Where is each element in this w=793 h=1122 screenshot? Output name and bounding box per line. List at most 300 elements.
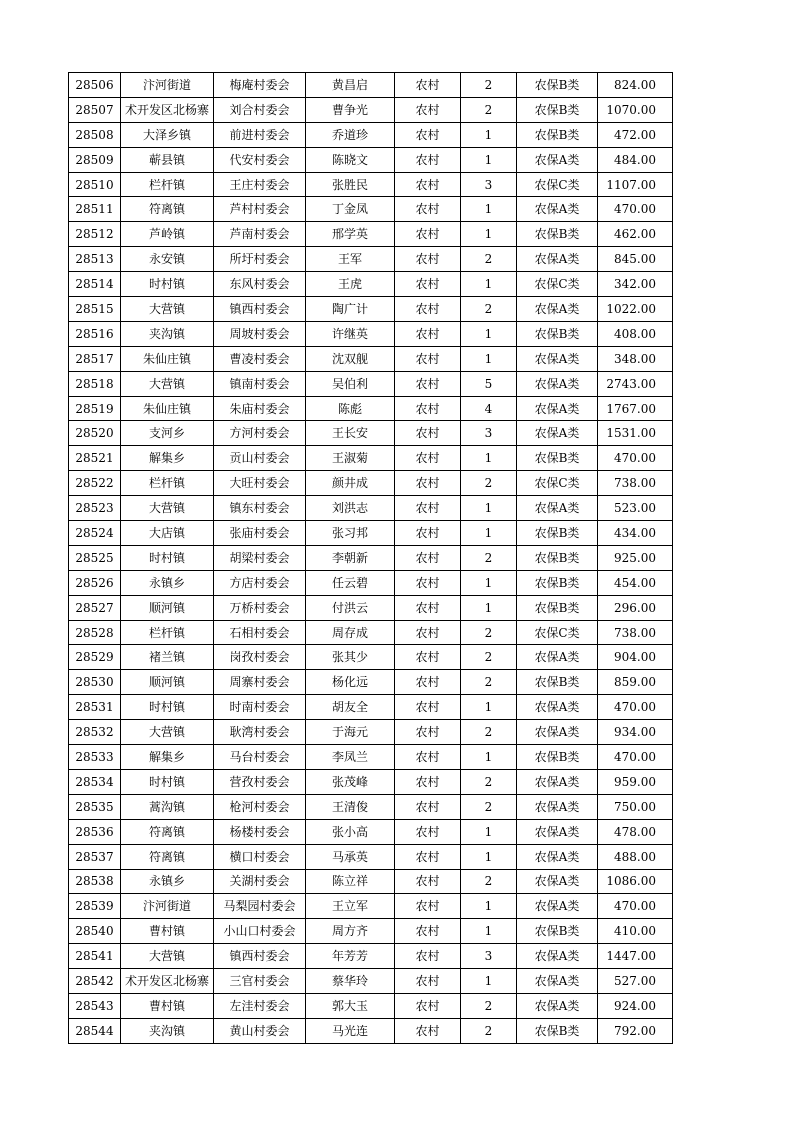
amount-cell: 470.00 bbox=[598, 745, 673, 770]
name-cell: 王立军 bbox=[306, 894, 395, 919]
amount-cell: 488.00 bbox=[598, 844, 673, 869]
household-count-cell: 1 bbox=[461, 695, 517, 720]
insurance-class-cell: 农保A类 bbox=[517, 496, 598, 521]
amount-cell: 738.00 bbox=[598, 471, 673, 496]
area-type-cell: 农村 bbox=[395, 471, 461, 496]
household-count-cell: 2 bbox=[461, 247, 517, 272]
name-cell: 任云碧 bbox=[306, 570, 395, 595]
table-row bbox=[69, 720, 673, 745]
insurance-class-cell: 农保A类 bbox=[517, 819, 598, 844]
insurance-class-cell: 农保A类 bbox=[517, 844, 598, 869]
town-cell: 栏杆镇 bbox=[121, 471, 214, 496]
table-row bbox=[69, 645, 673, 670]
record-id-cell: 28525 bbox=[69, 545, 121, 570]
record-id-cell: 28509 bbox=[69, 147, 121, 172]
village-cell: 左洼村委会 bbox=[214, 993, 306, 1018]
table-row bbox=[69, 272, 673, 297]
town-cell: 栏杆镇 bbox=[121, 172, 214, 197]
household-count-cell: 2 bbox=[461, 97, 517, 122]
household-count-cell: 1 bbox=[461, 969, 517, 994]
insurance-class-cell: 农保A类 bbox=[517, 371, 598, 396]
table-row bbox=[69, 421, 673, 446]
household-count-cell: 1 bbox=[461, 147, 517, 172]
table-row bbox=[69, 247, 673, 272]
insurance-class-cell: 农保A类 bbox=[517, 147, 598, 172]
table-row bbox=[69, 321, 673, 346]
area-type-cell: 农村 bbox=[395, 297, 461, 322]
area-type-cell: 农村 bbox=[395, 595, 461, 620]
area-type-cell: 农村 bbox=[395, 247, 461, 272]
village-cell: 石相村委会 bbox=[214, 620, 306, 645]
insurance-class-cell: 农保A类 bbox=[517, 421, 598, 446]
table-row bbox=[69, 371, 673, 396]
town-cell: 大营镇 bbox=[121, 297, 214, 322]
town-cell: 褚兰镇 bbox=[121, 645, 214, 670]
town-cell: 符离镇 bbox=[121, 844, 214, 869]
household-count-cell: 2 bbox=[461, 670, 517, 695]
household-count-cell: 1 bbox=[461, 272, 517, 297]
table-row bbox=[69, 496, 673, 521]
amount-cell: 2743.00 bbox=[598, 371, 673, 396]
name-cell: 吴伯利 bbox=[306, 371, 395, 396]
amount-cell: 1767.00 bbox=[598, 396, 673, 421]
town-cell: 夹沟镇 bbox=[121, 1018, 214, 1043]
name-cell: 黄昌启 bbox=[306, 73, 395, 98]
table-row bbox=[69, 745, 673, 770]
area-type-cell: 农村 bbox=[395, 745, 461, 770]
town-cell: 永镇乡 bbox=[121, 570, 214, 595]
area-type-cell: 农村 bbox=[395, 570, 461, 595]
table-row bbox=[69, 396, 673, 421]
amount-cell: 1070.00 bbox=[598, 97, 673, 122]
household-count-cell: 1 bbox=[461, 446, 517, 471]
insurance-class-cell: 农保B类 bbox=[517, 1018, 598, 1043]
amount-cell: 1022.00 bbox=[598, 297, 673, 322]
household-count-cell: 1 bbox=[461, 521, 517, 546]
town-cell: 顺河镇 bbox=[121, 595, 214, 620]
town-cell: 汴河街道 bbox=[121, 73, 214, 98]
area-type-cell: 农村 bbox=[395, 645, 461, 670]
table-row bbox=[69, 73, 673, 98]
town-cell: 时村镇 bbox=[121, 769, 214, 794]
amount-cell: 738.00 bbox=[598, 620, 673, 645]
household-count-cell: 1 bbox=[461, 919, 517, 944]
record-id-cell: 28510 bbox=[69, 172, 121, 197]
amount-cell: 470.00 bbox=[598, 894, 673, 919]
village-cell: 万桥村委会 bbox=[214, 595, 306, 620]
town-cell: 解集乡 bbox=[121, 745, 214, 770]
record-id-cell: 28516 bbox=[69, 321, 121, 346]
name-cell: 胡友全 bbox=[306, 695, 395, 720]
table-row bbox=[69, 471, 673, 496]
village-cell: 镇西村委会 bbox=[214, 944, 306, 969]
insurance-class-cell: 农保A类 bbox=[517, 197, 598, 222]
name-cell: 乔道珍 bbox=[306, 122, 395, 147]
name-cell: 年芳芳 bbox=[306, 944, 395, 969]
amount-cell: 470.00 bbox=[598, 695, 673, 720]
town-cell: 支河乡 bbox=[121, 421, 214, 446]
name-cell: 颜井成 bbox=[306, 471, 395, 496]
insurance-class-cell: 农保B类 bbox=[517, 670, 598, 695]
name-cell: 付洪云 bbox=[306, 595, 395, 620]
record-id-cell: 28523 bbox=[69, 496, 121, 521]
insurance-class-cell: 农保B类 bbox=[517, 919, 598, 944]
village-cell: 刘合村委会 bbox=[214, 97, 306, 122]
area-type-cell: 农村 bbox=[395, 496, 461, 521]
record-id-cell: 28538 bbox=[69, 869, 121, 894]
insurance-class-cell: 农保A类 bbox=[517, 645, 598, 670]
record-id-cell: 28539 bbox=[69, 894, 121, 919]
area-type-cell: 农村 bbox=[395, 819, 461, 844]
table-row bbox=[69, 346, 673, 371]
amount-cell: 296.00 bbox=[598, 595, 673, 620]
town-cell: 夹沟镇 bbox=[121, 321, 214, 346]
record-id-cell: 28540 bbox=[69, 919, 121, 944]
village-cell: 代安村委会 bbox=[214, 147, 306, 172]
record-id-cell: 28514 bbox=[69, 272, 121, 297]
area-type-cell: 农村 bbox=[395, 670, 461, 695]
insurance-class-cell: 农保B类 bbox=[517, 222, 598, 247]
village-cell: 关湖村委会 bbox=[214, 869, 306, 894]
table-row bbox=[69, 97, 673, 122]
name-cell: 李凤兰 bbox=[306, 745, 395, 770]
village-cell: 方店村委会 bbox=[214, 570, 306, 595]
area-type-cell: 农村 bbox=[395, 720, 461, 745]
table-row bbox=[69, 819, 673, 844]
village-cell: 岗孜村委会 bbox=[214, 645, 306, 670]
record-id-cell: 28543 bbox=[69, 993, 121, 1018]
insurance-class-cell: 农保B类 bbox=[517, 521, 598, 546]
area-type-cell: 农村 bbox=[395, 545, 461, 570]
village-cell: 黄山村委会 bbox=[214, 1018, 306, 1043]
record-id-cell: 28532 bbox=[69, 720, 121, 745]
record-id-cell: 28520 bbox=[69, 421, 121, 446]
town-cell: 芦岭镇 bbox=[121, 222, 214, 247]
table-row bbox=[69, 769, 673, 794]
household-count-cell: 1 bbox=[461, 844, 517, 869]
name-cell: 陈晓文 bbox=[306, 147, 395, 172]
village-cell: 曹凌村委会 bbox=[214, 346, 306, 371]
amount-cell: 408.00 bbox=[598, 321, 673, 346]
area-type-cell: 农村 bbox=[395, 371, 461, 396]
household-count-cell: 2 bbox=[461, 73, 517, 98]
insurance-class-cell: 农保C类 bbox=[517, 471, 598, 496]
household-count-cell: 5 bbox=[461, 371, 517, 396]
area-type-cell: 农村 bbox=[395, 321, 461, 346]
village-cell: 三官村委会 bbox=[214, 969, 306, 994]
insurance-class-cell: 农保C类 bbox=[517, 172, 598, 197]
town-cell: 大泽乡镇 bbox=[121, 122, 214, 147]
area-type-cell: 农村 bbox=[395, 97, 461, 122]
village-cell: 周寨村委会 bbox=[214, 670, 306, 695]
area-type-cell: 农村 bbox=[395, 620, 461, 645]
table-row bbox=[69, 297, 673, 322]
record-id-cell: 28541 bbox=[69, 944, 121, 969]
town-cell: 朱仙庄镇 bbox=[121, 396, 214, 421]
town-cell: 时村镇 bbox=[121, 695, 214, 720]
area-type-cell: 农村 bbox=[395, 919, 461, 944]
record-id-cell: 28507 bbox=[69, 97, 121, 122]
table-row bbox=[69, 1018, 673, 1043]
household-count-cell: 2 bbox=[461, 769, 517, 794]
household-count-cell: 1 bbox=[461, 894, 517, 919]
amount-cell: 1107.00 bbox=[598, 172, 673, 197]
record-id-cell: 28508 bbox=[69, 122, 121, 147]
insurance-class-cell: 农保A类 bbox=[517, 894, 598, 919]
amount-cell: 478.00 bbox=[598, 819, 673, 844]
town-cell: 曹村镇 bbox=[121, 993, 214, 1018]
name-cell: 马光连 bbox=[306, 1018, 395, 1043]
area-type-cell: 农村 bbox=[395, 521, 461, 546]
table-row bbox=[69, 919, 673, 944]
household-count-cell: 1 bbox=[461, 745, 517, 770]
village-cell: 马梨园村委会 bbox=[214, 894, 306, 919]
name-cell: 陶广计 bbox=[306, 297, 395, 322]
record-id-cell: 28521 bbox=[69, 446, 121, 471]
name-cell: 王清俊 bbox=[306, 794, 395, 819]
area-type-cell: 农村 bbox=[395, 446, 461, 471]
village-cell: 方河村委会 bbox=[214, 421, 306, 446]
area-type-cell: 农村 bbox=[395, 993, 461, 1018]
amount-cell: 470.00 bbox=[598, 197, 673, 222]
record-id-cell: 28542 bbox=[69, 969, 121, 994]
name-cell: 张胜民 bbox=[306, 172, 395, 197]
insurance-class-cell: 农保B类 bbox=[517, 745, 598, 770]
name-cell: 于海元 bbox=[306, 720, 395, 745]
table-row bbox=[69, 122, 673, 147]
area-type-cell: 农村 bbox=[395, 147, 461, 172]
table-row bbox=[69, 147, 673, 172]
town-cell: 符离镇 bbox=[121, 197, 214, 222]
amount-cell: 484.00 bbox=[598, 147, 673, 172]
name-cell: 邢学英 bbox=[306, 222, 395, 247]
area-type-cell: 农村 bbox=[395, 197, 461, 222]
area-type-cell: 农村 bbox=[395, 396, 461, 421]
amount-cell: 462.00 bbox=[598, 222, 673, 247]
record-id-cell: 28531 bbox=[69, 695, 121, 720]
name-cell: 丁金凤 bbox=[306, 197, 395, 222]
record-id-cell: 28517 bbox=[69, 346, 121, 371]
name-cell: 李朝新 bbox=[306, 545, 395, 570]
area-type-cell: 农村 bbox=[395, 969, 461, 994]
insurance-class-cell: 农保A类 bbox=[517, 346, 598, 371]
name-cell: 杨化远 bbox=[306, 670, 395, 695]
amount-cell: 454.00 bbox=[598, 570, 673, 595]
village-cell: 大旺村委会 bbox=[214, 471, 306, 496]
village-cell: 王庄村委会 bbox=[214, 172, 306, 197]
amount-cell: 859.00 bbox=[598, 670, 673, 695]
household-count-cell: 3 bbox=[461, 421, 517, 446]
amount-cell: 792.00 bbox=[598, 1018, 673, 1043]
amount-cell: 925.00 bbox=[598, 545, 673, 570]
record-id-cell: 28534 bbox=[69, 769, 121, 794]
town-cell: 大营镇 bbox=[121, 720, 214, 745]
village-cell: 胡梁村委会 bbox=[214, 545, 306, 570]
village-cell: 芦南村委会 bbox=[214, 222, 306, 247]
area-type-cell: 农村 bbox=[395, 172, 461, 197]
village-cell: 所圩村委会 bbox=[214, 247, 306, 272]
household-count-cell: 2 bbox=[461, 297, 517, 322]
village-cell: 梅庵村委会 bbox=[214, 73, 306, 98]
name-cell: 许继英 bbox=[306, 321, 395, 346]
amount-cell: 470.00 bbox=[598, 446, 673, 471]
record-id-cell: 28519 bbox=[69, 396, 121, 421]
insurance-class-cell: 农保A类 bbox=[517, 720, 598, 745]
record-id-cell: 28526 bbox=[69, 570, 121, 595]
insurance-class-cell: 农保C类 bbox=[517, 272, 598, 297]
name-cell: 陈立祥 bbox=[306, 869, 395, 894]
village-cell: 时南村委会 bbox=[214, 695, 306, 720]
record-table bbox=[68, 72, 673, 1044]
household-count-cell: 2 bbox=[461, 471, 517, 496]
record-id-cell: 28537 bbox=[69, 844, 121, 869]
household-count-cell: 2 bbox=[461, 794, 517, 819]
insurance-class-cell: 农保B类 bbox=[517, 97, 598, 122]
village-cell: 枪河村委会 bbox=[214, 794, 306, 819]
area-type-cell: 农村 bbox=[395, 222, 461, 247]
town-cell: 时村镇 bbox=[121, 272, 214, 297]
town-cell: 蕲县镇 bbox=[121, 147, 214, 172]
name-cell: 王虎 bbox=[306, 272, 395, 297]
village-cell: 小山口村委会 bbox=[214, 919, 306, 944]
town-cell: 术开发区北杨寨 bbox=[121, 969, 214, 994]
insurance-class-cell: 农保B类 bbox=[517, 595, 598, 620]
household-count-cell: 1 bbox=[461, 321, 517, 346]
household-count-cell: 2 bbox=[461, 645, 517, 670]
table-row bbox=[69, 670, 673, 695]
area-type-cell: 农村 bbox=[395, 346, 461, 371]
town-cell: 汴河街道 bbox=[121, 894, 214, 919]
household-count-cell: 1 bbox=[461, 595, 517, 620]
town-cell: 时村镇 bbox=[121, 545, 214, 570]
record-id-cell: 28530 bbox=[69, 670, 121, 695]
village-cell: 前进村委会 bbox=[214, 122, 306, 147]
insurance-class-cell: 农保A类 bbox=[517, 944, 598, 969]
area-type-cell: 农村 bbox=[395, 944, 461, 969]
village-cell: 杨楼村委会 bbox=[214, 819, 306, 844]
record-id-cell: 28518 bbox=[69, 371, 121, 396]
record-id-cell: 28513 bbox=[69, 247, 121, 272]
record-id-cell: 28511 bbox=[69, 197, 121, 222]
amount-cell: 750.00 bbox=[598, 794, 673, 819]
name-cell: 沈双舰 bbox=[306, 346, 395, 371]
town-cell: 大营镇 bbox=[121, 944, 214, 969]
town-cell: 蒿沟镇 bbox=[121, 794, 214, 819]
record-id-cell: 28524 bbox=[69, 521, 121, 546]
amount-cell: 410.00 bbox=[598, 919, 673, 944]
village-cell: 张庙村委会 bbox=[214, 521, 306, 546]
amount-cell: 934.00 bbox=[598, 720, 673, 745]
table-row bbox=[69, 595, 673, 620]
insurance-class-cell: 农保B类 bbox=[517, 545, 598, 570]
insurance-class-cell: 农保A类 bbox=[517, 969, 598, 994]
insurance-class-cell: 农保B类 bbox=[517, 122, 598, 147]
insurance-class-cell: 农保B类 bbox=[517, 73, 598, 98]
name-cell: 王淑菊 bbox=[306, 446, 395, 471]
name-cell: 马承英 bbox=[306, 844, 395, 869]
record-id-cell: 28512 bbox=[69, 222, 121, 247]
village-cell: 贡山村委会 bbox=[214, 446, 306, 471]
insurance-class-cell: 农保A类 bbox=[517, 769, 598, 794]
village-cell: 镇西村委会 bbox=[214, 297, 306, 322]
household-count-cell: 1 bbox=[461, 346, 517, 371]
village-cell: 镇东村委会 bbox=[214, 496, 306, 521]
area-type-cell: 农村 bbox=[395, 794, 461, 819]
household-count-cell: 2 bbox=[461, 1018, 517, 1043]
household-count-cell: 1 bbox=[461, 122, 517, 147]
town-cell: 永镇乡 bbox=[121, 869, 214, 894]
town-cell: 术开发区北杨寨 bbox=[121, 97, 214, 122]
insurance-class-cell: 农保B类 bbox=[517, 570, 598, 595]
table-row bbox=[69, 894, 673, 919]
area-type-cell: 农村 bbox=[395, 1018, 461, 1043]
household-count-cell: 2 bbox=[461, 545, 517, 570]
record-id-cell: 28544 bbox=[69, 1018, 121, 1043]
amount-cell: 523.00 bbox=[598, 496, 673, 521]
amount-cell: 434.00 bbox=[598, 521, 673, 546]
household-count-cell: 2 bbox=[461, 993, 517, 1018]
insurance-class-cell: 农保B类 bbox=[517, 446, 598, 471]
name-cell: 张其少 bbox=[306, 645, 395, 670]
amount-cell: 924.00 bbox=[598, 993, 673, 1018]
name-cell: 周存成 bbox=[306, 620, 395, 645]
record-id-cell: 28515 bbox=[69, 297, 121, 322]
household-count-cell: 2 bbox=[461, 720, 517, 745]
town-cell: 大营镇 bbox=[121, 496, 214, 521]
household-count-cell: 3 bbox=[461, 172, 517, 197]
insurance-class-cell: 农保A类 bbox=[517, 695, 598, 720]
name-cell: 陈彪 bbox=[306, 396, 395, 421]
amount-cell: 959.00 bbox=[598, 769, 673, 794]
amount-cell: 1447.00 bbox=[598, 944, 673, 969]
amount-cell: 348.00 bbox=[598, 346, 673, 371]
town-cell: 大店镇 bbox=[121, 521, 214, 546]
table-row bbox=[69, 969, 673, 994]
table-row bbox=[69, 446, 673, 471]
household-count-cell: 1 bbox=[461, 222, 517, 247]
area-type-cell: 农村 bbox=[395, 421, 461, 446]
household-count-cell: 2 bbox=[461, 620, 517, 645]
village-cell: 朱庙村委会 bbox=[214, 396, 306, 421]
town-cell: 朱仙庄镇 bbox=[121, 346, 214, 371]
insurance-class-cell: 农保A类 bbox=[517, 993, 598, 1018]
household-count-cell: 3 bbox=[461, 944, 517, 969]
area-type-cell: 农村 bbox=[395, 894, 461, 919]
name-cell: 刘洪志 bbox=[306, 496, 395, 521]
name-cell: 张习邦 bbox=[306, 521, 395, 546]
amount-cell: 824.00 bbox=[598, 73, 673, 98]
area-type-cell: 农村 bbox=[395, 272, 461, 297]
name-cell: 周方齐 bbox=[306, 919, 395, 944]
town-cell: 永安镇 bbox=[121, 247, 214, 272]
table-row bbox=[69, 172, 673, 197]
town-cell: 大营镇 bbox=[121, 371, 214, 396]
amount-cell: 342.00 bbox=[598, 272, 673, 297]
name-cell: 张茂峰 bbox=[306, 769, 395, 794]
town-cell: 解集乡 bbox=[121, 446, 214, 471]
record-id-cell: 28522 bbox=[69, 471, 121, 496]
table-row bbox=[69, 844, 673, 869]
table-row bbox=[69, 570, 673, 595]
table-row bbox=[69, 545, 673, 570]
record-id-cell: 28533 bbox=[69, 745, 121, 770]
village-cell: 耿湾村委会 bbox=[214, 720, 306, 745]
town-cell: 栏杆镇 bbox=[121, 620, 214, 645]
insurance-class-cell: 农保A类 bbox=[517, 794, 598, 819]
village-cell: 东风村委会 bbox=[214, 272, 306, 297]
household-count-cell: 2 bbox=[461, 869, 517, 894]
village-cell: 营孜村委会 bbox=[214, 769, 306, 794]
